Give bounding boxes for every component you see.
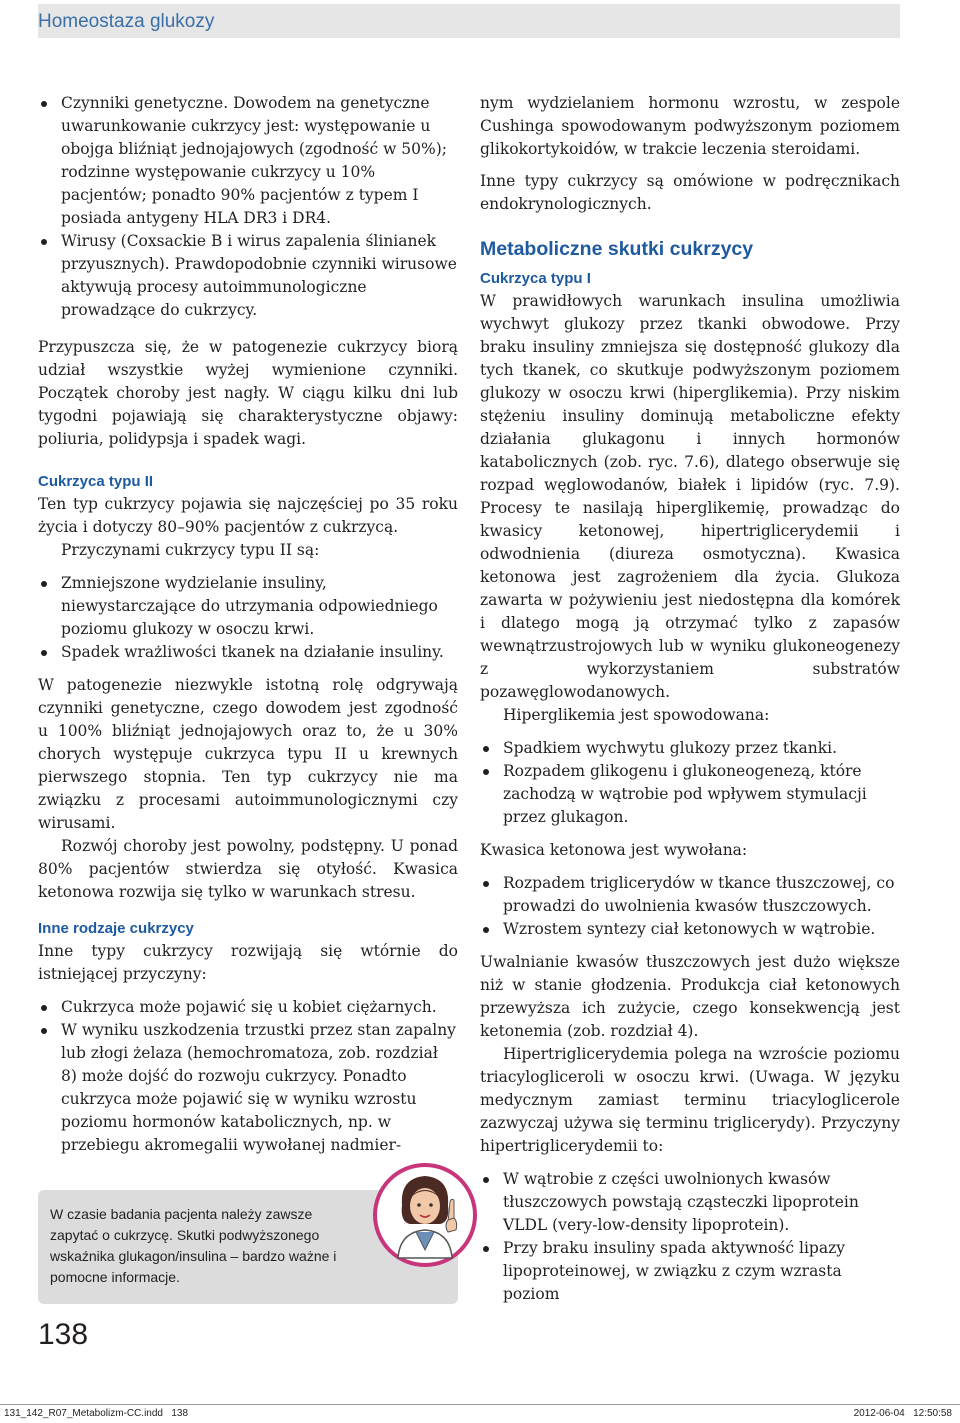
list-item: Rozpadem glikogenu i glukoneogenezą, które zachodzą w wątrobie pod wpływem stymulacji przez glukagon.	[480, 760, 900, 829]
genetic-factors-list	[38, 92, 458, 322]
paragraph: Rozwój choroby jest powolny, podstępny. U ponad 80% pacjentów stwierdza się otyłość. Kwasica ketonowa rozwija się tylko w warunkach stresu.	[38, 837, 458, 901]
paragraph: Przyczynami cukrzycy typu II są:	[61, 541, 320, 559]
section-heading-type2: Cukrzyca typu II	[38, 473, 154, 490]
running-header	[38, 4, 900, 38]
list-item: W wątrobie z części uwolnionych kwasów tłuszczowych powstają cząsteczki lipoprotein VLDL (very-low-density lipoprotein).	[480, 1168, 900, 1237]
paragraph: Kwasica ketonowa jest wywołana:	[480, 841, 748, 859]
paragraph: Hipertriglicerydemia polega na wzroście poziomu triacylogliceroli w osoczu krwi. (Uwaga. W języku medycznym zamiast terminu triacyloglicerole zazwyczaj używa się terminu triglicerydy). Przyczyny hipertriglicerydemii to:	[480, 1045, 900, 1155]
paragraph: W prawidłowych warunkach insulina umożliwia wychwyt glukozy przez tkanki obwodowe. Przy braku insuliny zmniejsza się dostępność glukozy dla tych tkanek, co skutkuje podwyższonym poziomem glukozy w osoczu krwi (hiperglikemia). Przy niskim stężeniu insuliny dominują metaboliczne efekty działania glukagonu i innych hormonów katabolicznych (zob. ryc. 7.6), dlatego obserwuje się rozpad węglowodanów, białek i lipidów (ryc. 7.9). Procesy te nasilają hiperglikemię, prowadząc do kwasicy ketonowej, hipertriglicerydemii i odwodnienia (diureza osmotyczna). Kwasica ketonowa jest zagrożeniem dla życia. Glukoza zawarta w pożywieniu jest niedostępna dla komórek i dlatego mogą ją otrzymać tylko z zapasów wewnątrzustrojowych lub w wyniku glukoneogenezy z wykorzystaniem substratów pozawęglowodanowych.	[480, 292, 900, 701]
list-item: Spadkiem wychwytu glukozy przez tkanki.	[480, 737, 900, 760]
paragraph: W patogenezie niezwykle istotną rolę odgrywają czynniki genetyczne, czego dowodem jest zgodność u 100% bliźniąt jednojajowych oraz to, że u 30% chorych występuje cukrzyca typu II u krewnych pierwszego stopnia. Ten typ cukrzycy nie ma związku z procesami autoimmunologicznymi czy wirusami.	[38, 676, 458, 832]
paragraph: Inne typy cukrzycy są omówione w podręcznikach endokrynologicznych.	[480, 172, 900, 213]
paragraph: Inne typy cukrzycy rozwijają się wtórnie do istniejącej przyczyny:	[38, 942, 458, 983]
list-item: Cukrzyca może pojawić się u kobiet ciężarnych.	[38, 996, 458, 1019]
list-item: W wyniku uszkodzenia trzustki przez stan zapalny lub złogi żelaza (hemochromatoza, zob. rozdział 8) może dojść do rozwoju cukrzycy. Ponadto cukrzyca może pojawić się w wyniku wzrostu poziomu hormonów katabolicznych, np. w przebiegu akromegalii wywołanej nadmier-	[38, 1019, 458, 1157]
paragraph: Przypuszcza się, że w patogenezie cukrzycy biorą udział wszystkie wyżej wymienione czynniki. Początek choroby jest nagły. W ciągu kilku dni lub tygodni pojawiają się charakterystyczne objawy: poliuria, polidypsja i spadek wagi.	[38, 338, 458, 448]
tip-text: W czasie badania pacjenta należy zawsze zapytać o cukrzycę. Skutki podwyższonego wskaźnika glukagon/insulina – bardzo ważne i pomocne informacje.	[50, 1206, 337, 1285]
type2-causes-list	[38, 572, 458, 664]
list-item: Spadek wrażliwości tkanek na działanie insuliny.	[38, 641, 458, 664]
list-item: Zmniejszone wydzielanie insuliny, niewystarczające do utrzymania odpowiedniego poziomu glukozy w osoczu krwi.	[38, 572, 458, 641]
list-item: Wirusy (Coxsackie B i wirus zapalenia ślinianek przyusznych). Prawdopodobnie czynniki wirusowe aktywują procesy autoimmunologiczne prowadzące do cukrzycy.	[38, 230, 458, 322]
doctor-woman-avatar-icon	[370, 1160, 480, 1270]
footer-divider	[0, 1404, 960, 1405]
left-column	[38, 92, 458, 1167]
section-heading-metabolic-effects: Metaboliczne skutki cukrzycy	[480, 238, 754, 260]
ketoacidosis-causes-list	[480, 872, 900, 941]
paragraph: Hiperglikemia jest spowodowana:	[503, 706, 770, 724]
header-title: Homeostaza glukozy	[38, 11, 215, 32]
list-item: Przy braku insuliny spada aktywność lipazy lipoproteinowej, w związku z czym wzrasta poziom	[480, 1237, 900, 1306]
hyperglycemia-causes-list	[480, 737, 900, 829]
right-column	[480, 92, 900, 1316]
other-types-list	[38, 996, 458, 1157]
page-number: 138	[38, 1318, 89, 1351]
hypertriglyceridemia-causes-list	[480, 1168, 900, 1306]
footer-filename: 131_142_R07_Metabolizm-CC.indd 138	[4, 1408, 189, 1419]
footer-timestamp: 2012-06-04 12:50:58	[853, 1408, 952, 1419]
section-heading-other-types: Inne rodzaje cukrzycy	[38, 920, 194, 937]
paragraph: nym wydzielaniem hormonu wzrostu, w zespole Cushinga spowodowanym podwyższonym poziomem glikokortykoidów, w trakcie leczenia steroidami.	[480, 94, 900, 158]
paragraph: Ten typ cukrzycy pojawia się najczęściej po 35 roku życia i dotyczy 80–90% pacjentów z cukrzycą.	[38, 495, 458, 536]
subheading-type1: Cukrzyca typu I	[480, 270, 591, 287]
list-item: Rozpadem triglicerydów w tkance tłuszczowej, co prowadzi do uwolnienia kwasów tłuszczowych.	[480, 872, 900, 918]
list-item: Czynniki genetyczne. Dowodem na genetyczne uwarunkowanie cukrzycy jest: występowanie u obojga bliźniąt jednojajowych (zgodność w 50%); rodzinne występowanie cukrzycy u 10% pacjentów; ponadto 90% pacjentów z typem I posiada antygeny HLA DR3 i DR4.	[38, 92, 458, 230]
paragraph: Uwalnianie kwasów tłuszczowych jest dużo większe niż w stanie głodzenia. Produkcja ciał ketonowych przewyższa ich zużycie, czego konsekwencją jest ketonemia (zob. rozdział 4).	[480, 953, 900, 1040]
list-item: Wzrostem syntezy ciał ketonowych w wątrobie.	[480, 918, 900, 941]
